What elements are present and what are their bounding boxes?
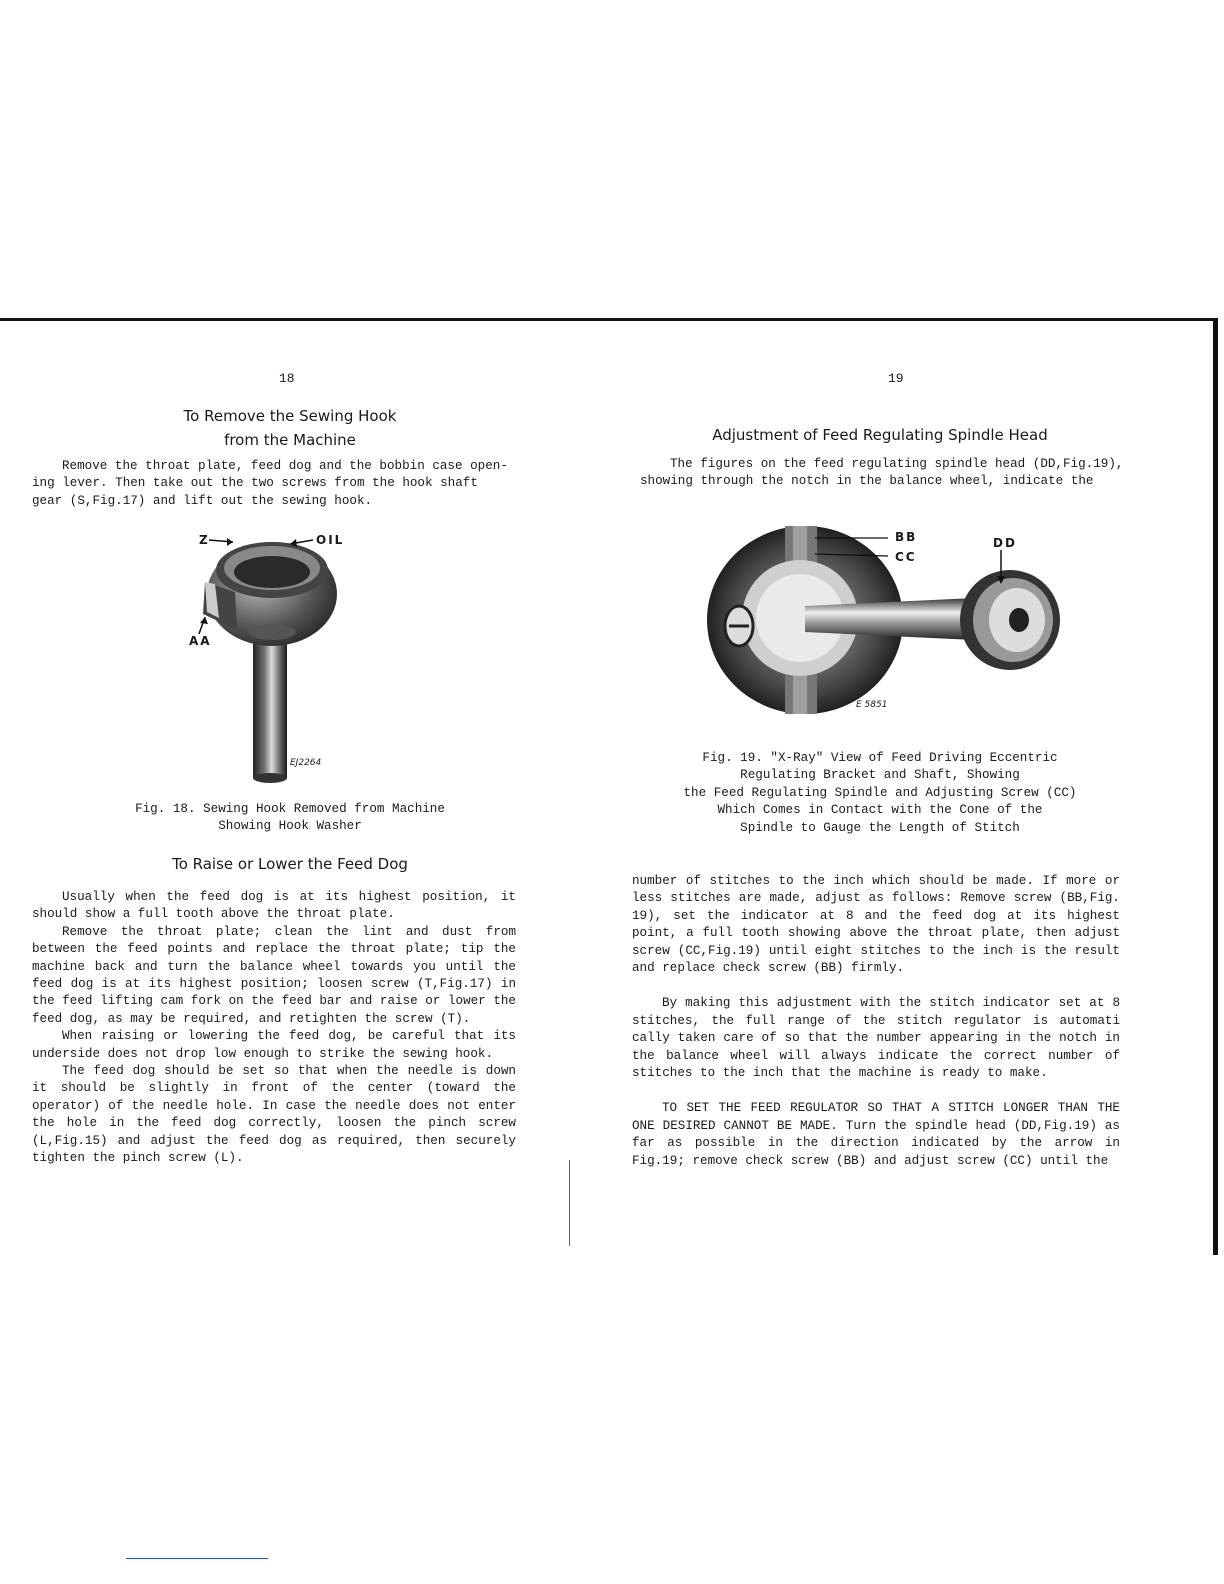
page-gutter (569, 1160, 570, 1246)
right-body-paragraph: TO SET THE FEED REGULATOR SO THAT A STITCH LONGER THAN THE ONE DESIRED CANNOT BE MADE. Turn the spindle head (DD,Fig.19) as far as possible in the direction indicated by the arrow in Fig.19; remove check screw (BB) and adjust screw (CC) until the (632, 1101, 1120, 1168)
fig19-caption-line-4: Which Comes in Contact with the Cone of the (717, 803, 1043, 818)
left-heading-1 (120, 404, 460, 452)
left-paragraph-1-line-2: ing lever. Then take out the two screws from the hook shaft (32, 476, 478, 491)
fig18-label-z: Z (199, 533, 210, 547)
left-body-paragraph: Usually when the feed dog is at its highest position, it should show a full tooth above the throat plate. (32, 890, 516, 922)
fig18-caption-line-1: Fig. 18. Sewing Hook Removed from Machine (135, 802, 445, 816)
fig18-code: EJ2264 (290, 758, 322, 768)
right-intro-line-1: The figures on the feed regulating spindle head (DD,Fig.19), (670, 457, 1124, 471)
right-body-paragraph: number of stitches to the inch which should be made. If more or less stitches are made, adjust as follows: Remove screw (BB,Fig. 19), set the indicator at 8 and the feed dog at its highest point, a full tooth showing above the throat plate, then adjust screw (CC,Fig.19) until eight stitches to the inch is the result and replace check screw (BB) firmly. (632, 874, 1120, 976)
fig19-caption-line-1: Fig. 19. "X-Ray" View of Feed Driving Eccentric (702, 751, 1058, 765)
right-intro (640, 456, 1130, 491)
right-body (632, 873, 1120, 1170)
fig18-caption (110, 801, 470, 836)
left-paragraph-1 (32, 458, 522, 510)
fig19-label-dd: DD (993, 536, 1017, 550)
fig19-caption-line-5: Spindle to Gauge the Length of Stitch (740, 820, 1020, 835)
fig18-caption-line-2: Showing Hook Washer (218, 819, 362, 834)
left-heading-2: To Raise or Lower the Feed Dog (172, 855, 408, 873)
left-body-paragraph: Remove the throat plate; clean the lint and dust from between the feed points and replace the throat plate; tip the machine back and turn the balance wheel towards you until the feed dog is at its highest position; loosen screw (T,Fig.17) in the feed lifting cam fork on the feed bar and raise or lower the feed dog, as may be required, and retighten the screw (T). (32, 924, 516, 1026)
fig19-caption-line-3: the Feed Regulating Spindle and Adjusting Screw (CC) (683, 785, 1077, 800)
fig19-code: E 5851 (856, 700, 888, 710)
left-paragraph-1-line-1: Remove the throat plate, feed dog and the bobbin case open- (62, 459, 508, 473)
fig19-caption-line-2: Regulating Bracket and Shaft, Showing (740, 768, 1020, 783)
fig18-label-oil: OIL (316, 533, 345, 547)
right-heading: Adjustment of Feed Regulating Spindle Head (712, 426, 1048, 444)
sewing-hook-figure (175, 522, 355, 784)
left-heading-1-line-2: from the Machine (224, 431, 356, 449)
left-body-paragraph: The feed dog should be set so that when the needle is down it should be slightly in front of the center (toward the operator) of the needle hole. In case the needle does not enter the hole in the feed dog correctly, loosen the pinch screw (L,Fig.15) and adjust the feed dog as required, then securely tighten the pinch screw (L). (32, 1064, 516, 1166)
fig19-label-bb: BB (895, 530, 918, 544)
fig19-caption (660, 750, 1100, 837)
left-body (32, 889, 516, 1168)
right-body-paragraph: By making this adjustment with the stitch indicator set at 8 stitches, the full range of the stitch regulator is automati cally taken care of so that the number appearing in the notch in the balance wheel will always indicate the correct number of stitches to the inch that the machine is ready to make. (632, 996, 1120, 1081)
left-body-paragraph: When raising or lowering the feed dog, be careful that its underside does not drop low enough to strike the sewing hook. (32, 1029, 516, 1061)
right-intro-line-2: showing through the notch in the balance wheel, indicate the (640, 474, 1094, 489)
left-heading-1-line-1: To Remove the Sewing Hook (183, 407, 397, 425)
right-page-number: 19 (888, 371, 904, 386)
link-underline (126, 1558, 268, 1559)
left-paragraph-1-line-3: gear (S,Fig.17) and lift out the sewing hook. (32, 493, 373, 508)
feed-spindle-figure (705, 522, 1065, 722)
fig19-label-cc: CC (895, 550, 917, 564)
hook-shaft (253, 632, 287, 778)
left-page-number: 18 (279, 371, 295, 386)
fig18-label-aa: AA (189, 634, 212, 648)
